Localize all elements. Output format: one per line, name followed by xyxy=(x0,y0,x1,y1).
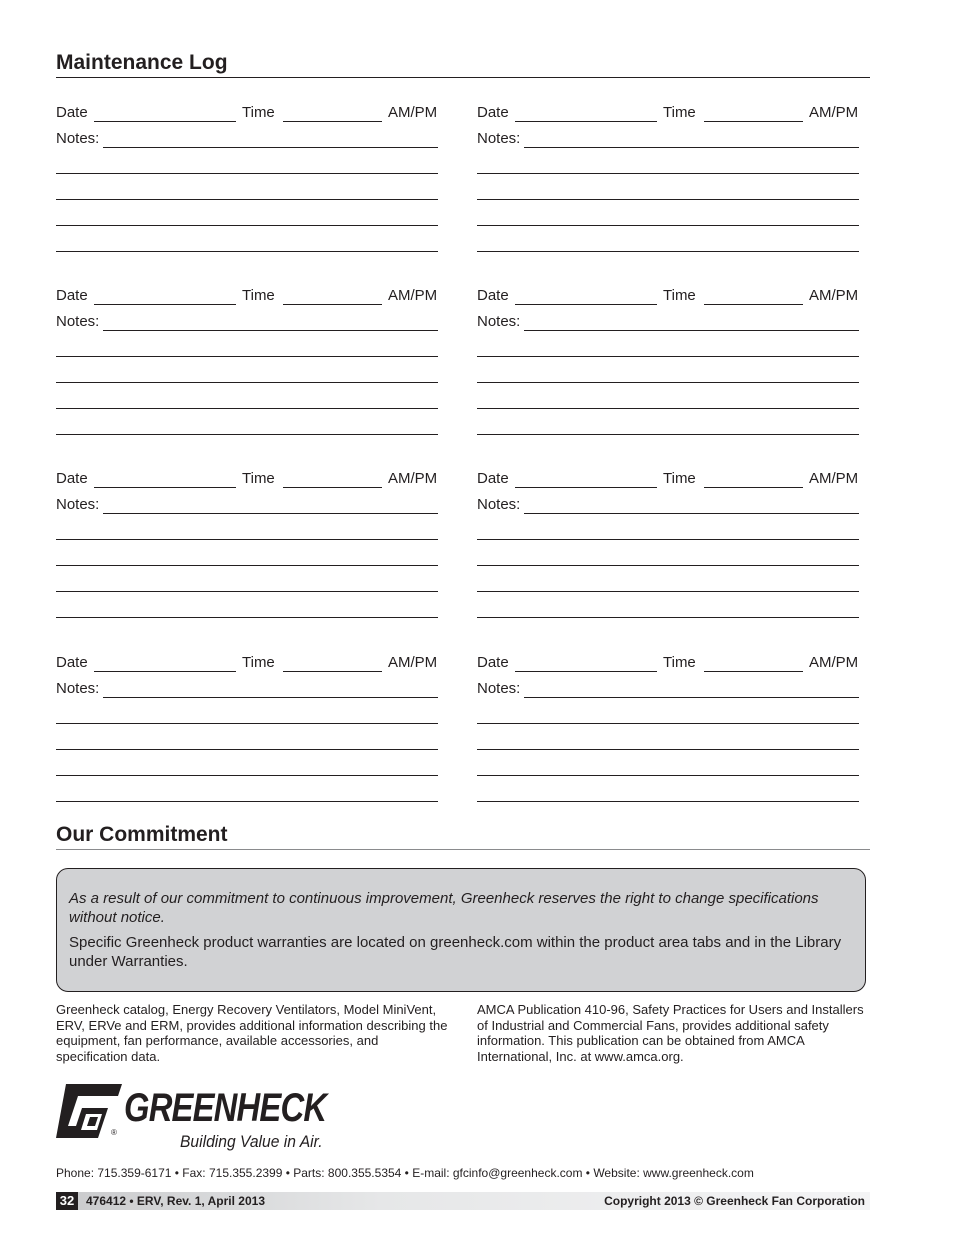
notes-label: Notes: xyxy=(56,680,100,697)
log-entry-header xyxy=(477,470,865,490)
notes-line[interactable] xyxy=(477,565,859,566)
amca-reference: AMCA Publication 410-96, Safety Practices for Users and Installers of Industrial and Commercial Fans, provides additional safety information. This publication can be obtained from AMCA International, Inc. at www.amca.org. xyxy=(477,1002,864,1064)
log-entry xyxy=(56,104,444,254)
log-entry xyxy=(56,470,444,620)
time-label: Time xyxy=(663,654,696,671)
commitment-box xyxy=(56,868,866,992)
notes-line[interactable] xyxy=(56,539,438,540)
date-field[interactable] xyxy=(94,671,236,672)
time-field[interactable] xyxy=(704,121,803,122)
notes-line[interactable] xyxy=(477,749,859,750)
catalog-reference: Greenheck catalog, Energy Recovery Ventilators, Model MiniVent, ERV, ERVe and ERM, provides additional information describing the equipment, fan performance, available accessories, and specification data. xyxy=(56,1002,448,1064)
date-field[interactable] xyxy=(515,121,657,122)
log-entry-header xyxy=(56,654,444,674)
time-field[interactable] xyxy=(704,304,803,305)
log-entry-header xyxy=(477,104,865,124)
ampm-label: AM/PM xyxy=(809,287,859,304)
time-label: Time xyxy=(663,104,696,121)
ampm-label: AM/PM xyxy=(388,104,438,121)
log-entry xyxy=(477,104,865,254)
time-label: Time xyxy=(242,470,275,487)
notes-line[interactable] xyxy=(56,408,438,409)
notes-line[interactable] xyxy=(477,225,859,226)
log-entry xyxy=(477,654,865,804)
notes-field[interactable] xyxy=(103,147,438,148)
commitment-rule xyxy=(56,849,870,850)
log-entry xyxy=(56,654,444,804)
notes-line[interactable] xyxy=(477,617,859,618)
notes-line[interactable] xyxy=(56,565,438,566)
log-entry-header xyxy=(56,287,444,307)
notes-line[interactable] xyxy=(56,173,438,174)
copyright: Copyright 2013 © Greenheck Fan Corporation xyxy=(604,1194,865,1208)
greenheck-logo xyxy=(56,1082,356,1154)
ampm-label: AM/PM xyxy=(388,470,438,487)
log-entry-header xyxy=(477,654,865,674)
ampm-label: AM/PM xyxy=(809,104,859,121)
date-label: Date xyxy=(477,104,509,121)
time-field[interactable] xyxy=(704,671,803,672)
notes-line[interactable] xyxy=(477,173,859,174)
footer-bar xyxy=(56,1192,870,1210)
notes-line[interactable] xyxy=(56,775,438,776)
notes-line[interactable] xyxy=(477,408,859,409)
date-label: Date xyxy=(56,654,88,671)
notes-line[interactable] xyxy=(477,775,859,776)
commitment-title: Our Commitment xyxy=(56,823,228,846)
notes-line[interactable] xyxy=(56,382,438,383)
notes-line[interactable] xyxy=(56,251,438,252)
log-entry-header xyxy=(477,287,865,307)
maintenance-log-title: Maintenance Log xyxy=(56,51,228,74)
time-field[interactable] xyxy=(283,671,382,672)
date-field[interactable] xyxy=(94,304,236,305)
time-label: Time xyxy=(242,104,275,121)
ampm-label: AM/PM xyxy=(809,470,859,487)
notes-field[interactable] xyxy=(524,513,859,514)
ampm-label: AM/PM xyxy=(388,654,438,671)
log-entry-header xyxy=(56,104,444,124)
notes-label: Notes: xyxy=(477,313,521,330)
notes-line[interactable] xyxy=(477,382,859,383)
date-label: Date xyxy=(477,654,509,671)
page-number: 32 xyxy=(56,1192,78,1210)
time-label: Time xyxy=(663,287,696,304)
log-entry-header xyxy=(56,470,444,490)
notes-line[interactable] xyxy=(477,251,859,252)
notes-label: Notes: xyxy=(56,313,100,330)
notes-field[interactable] xyxy=(103,697,438,698)
notes-line[interactable] xyxy=(56,749,438,750)
time-field[interactable] xyxy=(283,304,382,305)
ampm-label: AM/PM xyxy=(809,654,859,671)
brand-wordmark: GREENHECK xyxy=(124,1086,327,1130)
notes-line[interactable] xyxy=(477,801,859,802)
notes-label: Notes: xyxy=(56,130,100,147)
log-entry xyxy=(477,287,865,437)
notes-line[interactable] xyxy=(477,356,859,357)
notes-line[interactable] xyxy=(56,434,438,435)
notes-line[interactable] xyxy=(477,591,859,592)
contact-info: Phone: 715.359-6171 • Fax: 715.355.2399 • Parts: 800.355.5354 • E-mail: gfcinfo@greenheck.com • Website: www.greenheck.com xyxy=(56,1166,754,1180)
time-label: Time xyxy=(242,287,275,304)
log-entry xyxy=(477,470,865,620)
notes-line[interactable] xyxy=(56,225,438,226)
notes-line[interactable] xyxy=(56,723,438,724)
notes-line[interactable] xyxy=(477,723,859,724)
notes-field[interactable] xyxy=(103,513,438,514)
notes-label: Notes: xyxy=(477,680,521,697)
notes-line[interactable] xyxy=(56,617,438,618)
date-field[interactable] xyxy=(515,671,657,672)
notes-line[interactable] xyxy=(56,199,438,200)
time-label: Time xyxy=(242,654,275,671)
notes-label: Notes: xyxy=(56,496,100,513)
date-field[interactable] xyxy=(515,487,657,488)
notes-label: Notes: xyxy=(477,130,521,147)
brand-tagline: Building Value in Air. xyxy=(180,1132,323,1151)
time-label: Time xyxy=(663,470,696,487)
notes-line[interactable] xyxy=(56,356,438,357)
notes-field[interactable] xyxy=(103,330,438,331)
time-field[interactable] xyxy=(283,487,382,488)
notes-line[interactable] xyxy=(56,591,438,592)
notes-line[interactable] xyxy=(477,199,859,200)
time-field[interactable] xyxy=(704,487,803,488)
notes-line[interactable] xyxy=(477,539,859,540)
notes-line[interactable] xyxy=(56,801,438,802)
log-entry xyxy=(56,287,444,437)
date-label: Date xyxy=(56,470,88,487)
warranty-statement: Specific Greenheck product warranties are located on greenheck.com within the product area tabs and in the Library under Warranties. xyxy=(69,934,842,970)
date-label: Date xyxy=(56,104,88,121)
notes-field[interactable] xyxy=(524,147,859,148)
registered-mark: ® xyxy=(111,1128,117,1137)
date-field[interactable] xyxy=(94,487,236,488)
notes-line[interactable] xyxy=(477,434,859,435)
date-field[interactable] xyxy=(94,121,236,122)
notes-field[interactable] xyxy=(524,330,859,331)
date-label: Date xyxy=(477,470,509,487)
title-rule xyxy=(56,77,870,78)
notes-label: Notes: xyxy=(477,496,521,513)
date-label: Date xyxy=(477,287,509,304)
date-label: Date xyxy=(56,287,88,304)
document-info: 476412 • ERV, Rev. 1, April 2013 xyxy=(86,1194,265,1208)
notes-field[interactable] xyxy=(524,697,859,698)
time-field[interactable] xyxy=(283,121,382,122)
date-field[interactable] xyxy=(515,304,657,305)
commitment-statement: As a result of our commitment to continuous improvement, Greenheck reserves the right to change specifications without notice. xyxy=(69,890,819,926)
ampm-label: AM/PM xyxy=(388,287,438,304)
